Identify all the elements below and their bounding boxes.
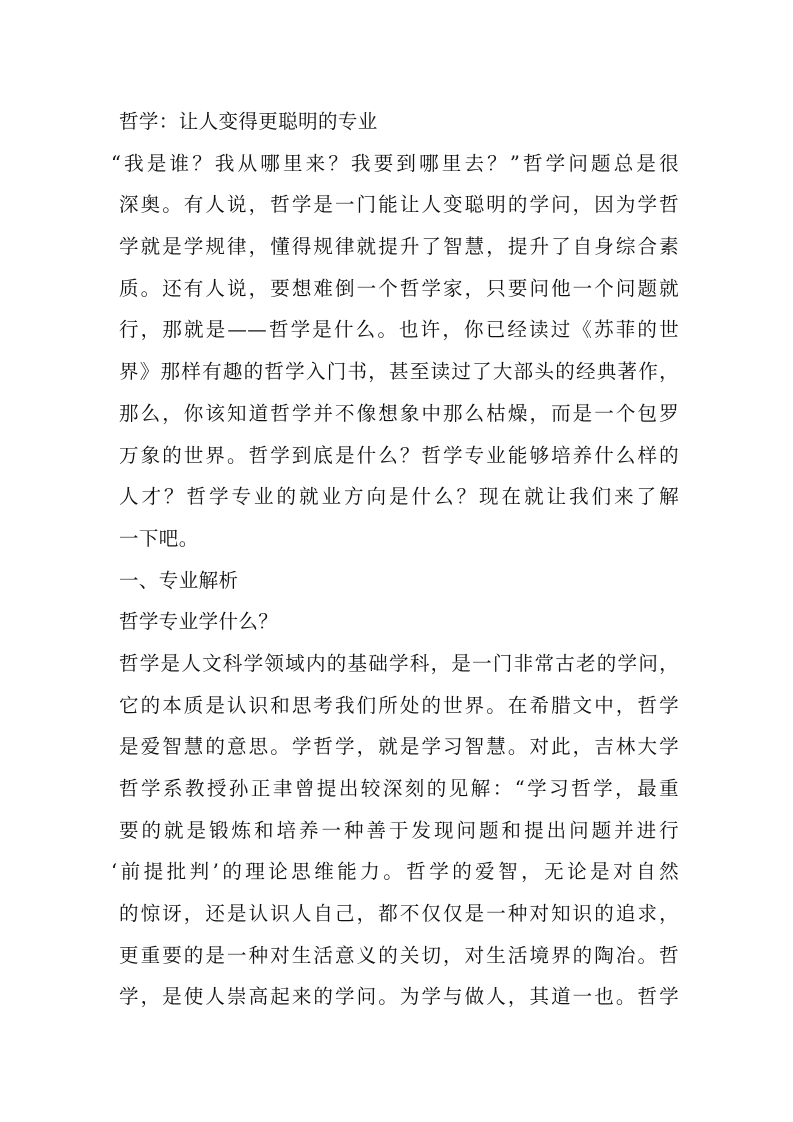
paragraph-line: 的惊讶，还是认识人自己，都不仅仅是一种对知识的追求， <box>119 902 679 926</box>
paragraph-line: 行，那就是——哲学是什么。也许，你已经读过《苏菲的世 <box>119 318 679 342</box>
paragraph-line: 是爱智慧的意思。学哲学，就是学习智慧。对此，吉林大学 <box>119 735 679 759</box>
paragraph-line: 界》那样有趣的哲学入门书，甚至读过了大部头的经典著作， <box>119 360 679 384</box>
paragraph-line: 哲学是人文科学领域内的基础学科，是一门非常古老的学问， <box>119 651 679 675</box>
document-page <box>111 101 679 1018</box>
paragraph-line: 学，是使人崇高起来的学问。为学与做人，其道一也。哲学 <box>119 985 679 1009</box>
paragraph-line: 学就是学规律，懂得规律就提升了智慧，提升了自身综合素 <box>119 235 679 259</box>
paragraph-line: ‘前提批判’的理论思维能力。哲学的爱智，无论是对自然 <box>111 860 679 884</box>
document-title: 哲学：让人变得更聪明的专业 <box>119 110 378 133</box>
paragraph-line: 它的本质是认识和思考我们所处的世界。在希腊文中，哲学 <box>119 693 679 717</box>
paragraph-line: 质。还有人说，要想难倒一个哲学家，只要问他一个问题就 <box>119 276 679 300</box>
paragraph-line: “我是谁？我从哪里来？我要到哪里去？”哲学问题总是很 <box>111 151 679 175</box>
paragraph-line: 深奥。有人说，哲学是一门能让人变聪明的学问，因为学哲 <box>119 193 679 217</box>
paragraph-line: 要的就是锻炼和培养一种善于发现问题和提出问题并进行 <box>119 818 679 842</box>
paragraph-line: 万象的世界。哲学到底是什么？哲学专业能够培养什么样的 <box>119 443 679 467</box>
paragraph-line: 那么，你该知道哲学并不像想象中那么枯燥，而是一个包罗 <box>119 401 679 425</box>
subsection-heading: 哲学专业学什么？ <box>119 610 279 634</box>
paragraph-line: 一下吧。 <box>119 526 199 550</box>
section-heading: 一、专业解析 <box>119 568 239 592</box>
paragraph-line: 哲学系教授孙正聿曾提出较深刻的见解：“学习哲学，最重 <box>119 777 679 800</box>
paragraph-line: 人才？哲学专业的就业方向是什么？现在就让我们来了解 <box>119 485 679 509</box>
paragraph-line: 更重要的是一种对生活意义的关切，对生活境界的陶冶。哲 <box>119 943 679 967</box>
